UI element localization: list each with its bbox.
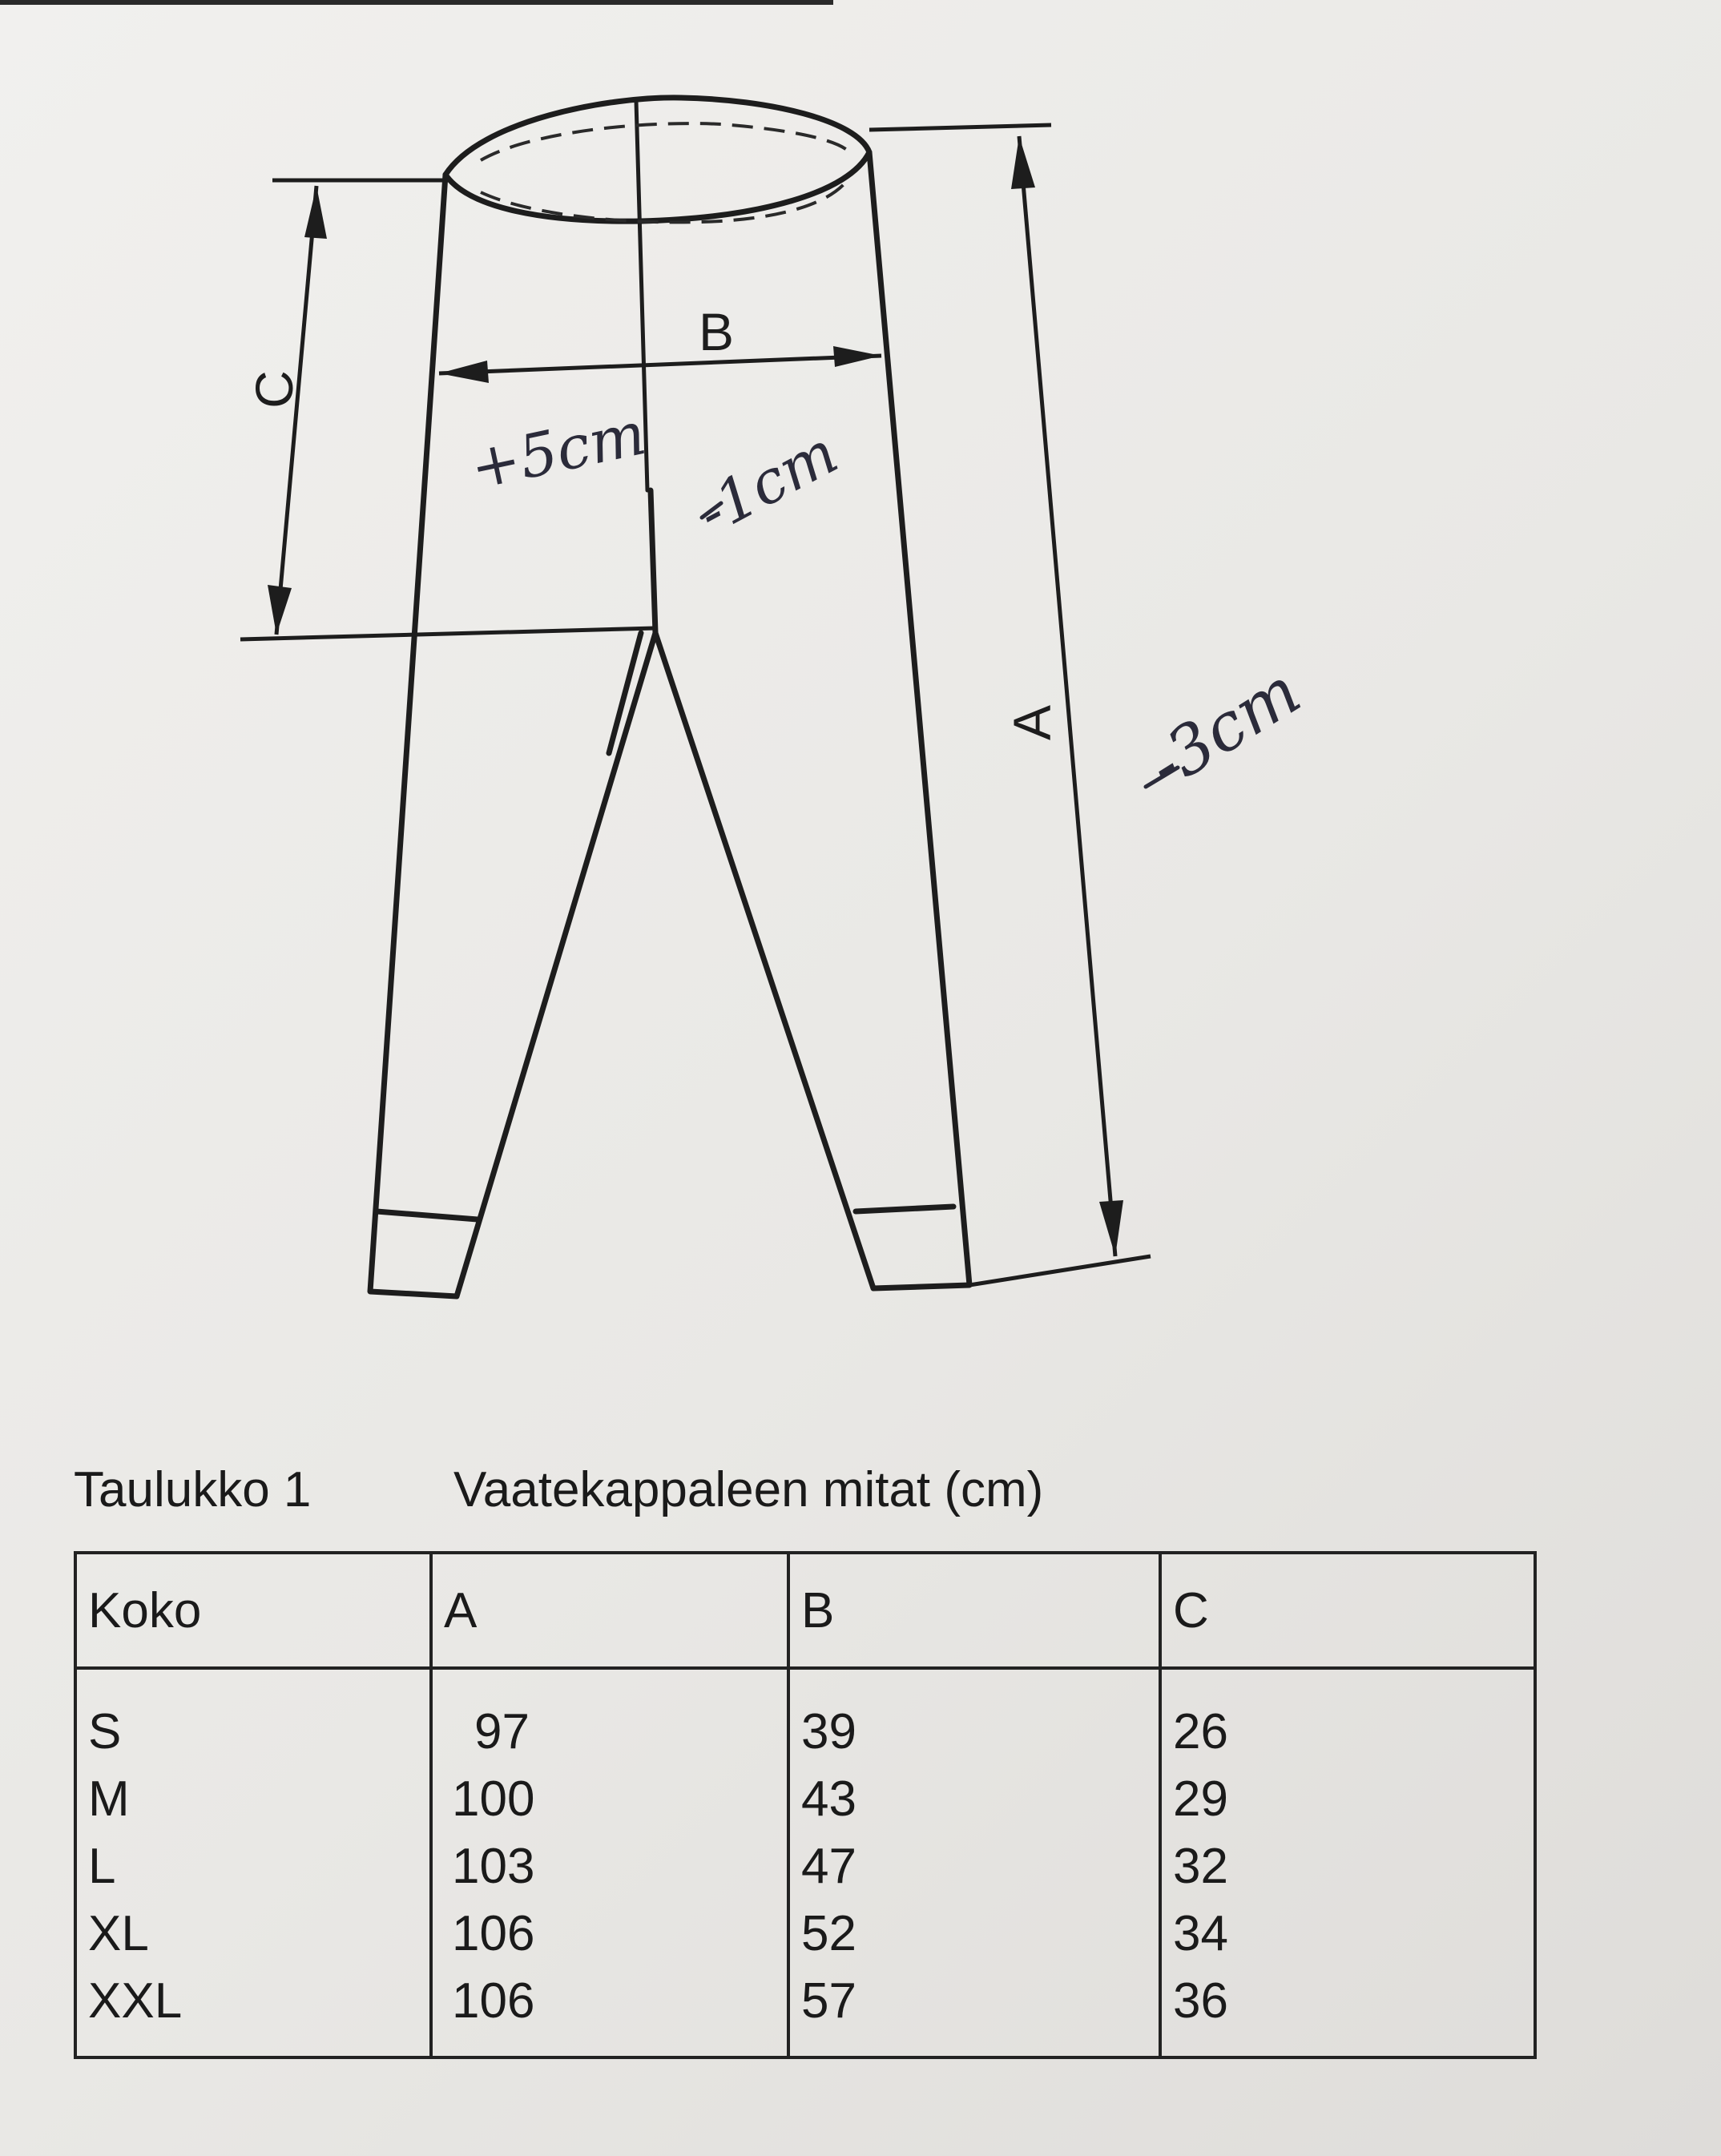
hand-note-length: -3cm bbox=[1135, 653, 1314, 804]
table-cell: 100 bbox=[452, 1771, 535, 1827]
dim-a-line bbox=[1019, 136, 1115, 1256]
table-cell: 26 bbox=[1173, 1704, 1228, 1759]
table-cell: 29 bbox=[1173, 1771, 1228, 1827]
waist-stitch-top bbox=[481, 123, 851, 160]
table-cell: 43 bbox=[801, 1771, 856, 1827]
table-number: Taulukko 1 bbox=[74, 1462, 312, 1517]
table-cell: 32 bbox=[1173, 1839, 1228, 1894]
table-cell: 47 bbox=[801, 1839, 856, 1894]
dim-b-arrow-right bbox=[833, 346, 881, 367]
dim-b-arrow-left bbox=[439, 361, 489, 383]
table-cell: 97 bbox=[474, 1704, 530, 1759]
table-cell: 36 bbox=[1173, 1973, 1228, 2029]
right-cuff-line bbox=[856, 1207, 953, 1211]
a-column bbox=[431, 1668, 788, 2057]
table-title: Vaatekappaleen mitat (cm) bbox=[453, 1462, 1044, 1517]
table-cell: 57 bbox=[801, 1973, 856, 2029]
dim-label-c: C bbox=[244, 370, 304, 409]
dim-c-arrow-bottom bbox=[268, 585, 292, 635]
header-a: A bbox=[431, 1553, 788, 1668]
table-cell: 106 bbox=[452, 1973, 535, 2029]
table-cell: 39 bbox=[801, 1704, 856, 1759]
b-column bbox=[788, 1668, 1160, 2057]
header-size: Koko bbox=[75, 1553, 431, 1668]
waistband-outline bbox=[445, 98, 869, 221]
dim-a-bottom-ext bbox=[969, 1256, 1151, 1285]
dim-c-arrow-top bbox=[304, 186, 327, 239]
left-cuff-line bbox=[377, 1211, 478, 1219]
hand-note-crotch: -1cm bbox=[686, 417, 849, 549]
table-cell: L bbox=[88, 1839, 116, 1894]
dim-a-arrow-bottom bbox=[1099, 1200, 1123, 1256]
dim-c-line bbox=[276, 186, 316, 635]
trousers-outline bbox=[370, 152, 969, 1296]
hand-note-hip: +5cm bbox=[464, 398, 652, 504]
inner-leg-line bbox=[651, 490, 655, 633]
dim-label-a: A bbox=[1002, 704, 1062, 741]
header-b: B bbox=[788, 1553, 1160, 1668]
dim-a-top-ext bbox=[869, 125, 1051, 130]
table-cell: S bbox=[88, 1704, 122, 1759]
table-cell: 52 bbox=[801, 1906, 856, 1961]
dim-b-line bbox=[439, 356, 881, 373]
table-cell: M bbox=[88, 1771, 130, 1827]
table-cell: XXL bbox=[88, 1973, 183, 2029]
table-header-row bbox=[75, 1553, 1535, 1668]
table-cell: 34 bbox=[1173, 1906, 1228, 1961]
dim-label-b: B bbox=[699, 302, 735, 361]
dim-a-arrow-top bbox=[1011, 136, 1035, 189]
c-column bbox=[1160, 1668, 1535, 2057]
table-cell: 103 bbox=[452, 1839, 535, 1894]
table-body-row bbox=[75, 1668, 1535, 2057]
table-cell: XL bbox=[88, 1906, 149, 1961]
dim-c-bottom-ext bbox=[240, 628, 655, 639]
header-c: C bbox=[1160, 1553, 1535, 1668]
table-cell: 106 bbox=[452, 1906, 535, 1961]
measurements-table bbox=[74, 1551, 1537, 2059]
size-column bbox=[75, 1668, 431, 2057]
